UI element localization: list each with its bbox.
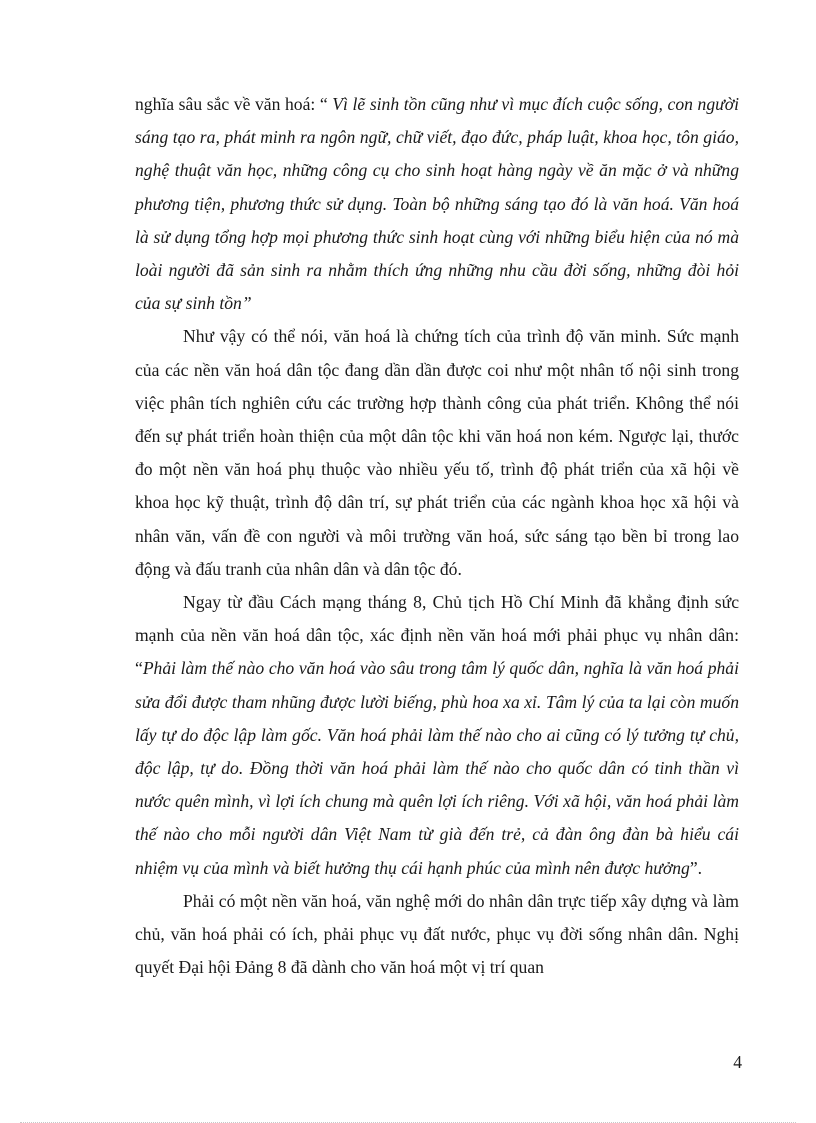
paragraph-3-tail: ”. <box>689 857 703 878</box>
paragraph-2-text: Như vậy có thể nói, văn hoá là chứng tích của trình độ văn minh. Sức mạnh của các nền văn hoá dân tộc đang dần dần được coi như một nhân tố nội sinh trong việc phân tích nghiên cứu các trường hợp thành công của phát triển. Không thể nói đến sự phát triển hoàn thiện của một dân tộc khi văn hoá non kém. Ngược lại, thước đo một nền văn hoá phụ thuộc vào nhiều yếu tố, trình độ phát triển của xã hội về khoa học kỹ thuật, trình độ dân trí, sự phát triển của các ngành khoa học xã hội và nhân văn, vấn đề con người và môi trường văn hoá, sức sáng tạo bền bỉ trong lao động và đấu tranh của nhân dân và dân tộc đó. <box>135 326 739 579</box>
paragraph-3-quote: Phải làm thế nào cho văn hoá vào sâu trong tâm lý quốc dân, nghĩa là văn hoá phải sửa đổi được tham nhũng được lười biếng, phù hoa xa xỉ. Tâm lý của ta lại còn muốn lấy tự do độc lập làm gốc. Văn hoá phải làm thế nào cho ai cũng có lý tưởng tự chủ, độc lập, tự do. Đồng thời văn hoá phải làm thế nào cho quốc dân có tinh thần vì nước quên mình, vì lợi ích chung mà quên lợi ích riêng. Với xã hội, văn hoá phải làm thế nào cho mỗi người dân Việt Nam từ già đến trẻ, cả đàn ông đàn bà hiểu cái nhiệm vụ của mình và biết hưởng thụ cái hạnh phúc của mình nên được hưởng <box>135 658 739 878</box>
paragraph-3 <box>135 586 739 885</box>
document-body <box>135 88 739 984</box>
paragraph-4-text: Phải có một nền văn hoá, văn nghệ mới do nhân dân trực tiếp xây dựng và làm chủ, văn hoá phải có ích, phải phục vụ đất nước, phục vụ đời sống nhân dân. Nghị quyết Đại hội Đảng 8 đã dành cho văn hoá một vị trí quan <box>135 890 739 978</box>
paragraph-1-quote: Vì lẽ sinh tồn cũng như vì mục đích cuộc sống, con người sáng tạo ra, phát minh ra ngôn ngữ, chữ viết, đạo đức, pháp luật, khoa học, tôn giáo, nghệ thuật văn học, những công cụ cho sinh hoạt hàng ngày về ăn mặc ở và những phương tiện, phương thức sử dụng. Toàn bộ những sáng tạo đó là văn hoá. Văn hoá là sử dụng tổng hợp mọi phương thức sinh hoạt cùng với những biểu hiện của nó mà loài người đã sản sinh ra nhằm thích ứng những nhu cầu đời sống, những đòi hỏi của sự sinh tồn” <box>135 94 739 314</box>
paragraph-1 <box>135 88 739 320</box>
paragraph-2 <box>135 320 739 586</box>
page-number: 4 <box>733 1052 742 1072</box>
paragraph-4 <box>135 885 739 985</box>
paragraph-3-lead: Ngay từ đầu Cách mạng tháng 8, Chủ tịch Hồ Chí Minh đã khẳng định sức mạnh của nền văn hoá dân tộc, xác định nền văn hoá mới phải phục vụ nhân dân: “ <box>135 592 739 679</box>
paragraph-1-lead: nghĩa sâu sắc về văn hoá: “ <box>135 94 333 114</box>
